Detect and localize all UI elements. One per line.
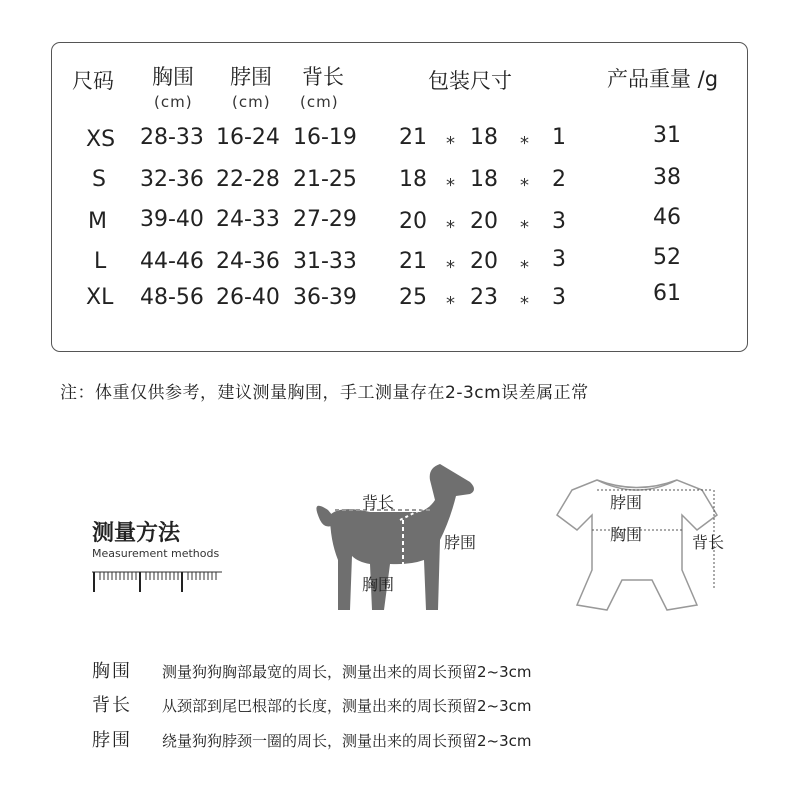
row-pkg-length: 21 xyxy=(399,249,427,274)
row-pkg-length: 20 xyxy=(399,209,427,234)
row-back: 27-29 xyxy=(293,207,357,232)
multiply-symbol: * xyxy=(446,293,455,314)
desc-text-chest: 测量狗狗胸部最宽的周长，测量出来的周长预留2~3cm xyxy=(162,663,532,681)
row-pkg-width: 20 xyxy=(470,249,498,274)
desc-term-back: 背长 xyxy=(92,695,132,716)
desc-term-chest: 胸围 xyxy=(92,661,132,682)
header-chest: 胸围 xyxy=(152,65,194,89)
multiply-symbol: * xyxy=(446,217,455,238)
dog-neck-label: 脖围 xyxy=(444,533,477,552)
header-neck: 脖围 xyxy=(230,65,272,89)
row-pkg-length: 25 xyxy=(399,285,427,310)
row-back: 21-25 xyxy=(293,167,357,192)
shirt-neck-label: 脖围 xyxy=(610,493,643,512)
row-pkg-length: 21 xyxy=(399,125,427,150)
row-pkg-width: 18 xyxy=(470,167,498,192)
multiply-symbol: * xyxy=(520,217,529,238)
multiply-symbol: * xyxy=(446,133,455,154)
unit-neck: (cm) xyxy=(232,93,271,111)
measurement-note: 注：体重仅供参考，建议测量胸围，手工测量存在2-3cm误差属正常 xyxy=(60,383,589,403)
header-package: 包装尺寸 xyxy=(428,69,512,93)
row-size: XS xyxy=(86,127,116,152)
row-weight: 46 xyxy=(653,205,681,230)
row-size: S xyxy=(92,167,106,192)
size-table xyxy=(51,42,748,352)
method-subtitle: Measurement methods xyxy=(92,547,220,560)
row-chest: 32-36 xyxy=(140,167,204,192)
desc-term-neck: 脖围 xyxy=(92,730,132,751)
header-weight: 产品重量 /g xyxy=(607,67,719,91)
multiply-symbol: * xyxy=(446,175,455,196)
row-pkg-length: 18 xyxy=(399,167,427,192)
row-pkg-height: 1 xyxy=(552,125,566,150)
row-size: XL xyxy=(86,285,114,310)
shirt-back-label: 背长 xyxy=(692,533,725,552)
multiply-symbol: * xyxy=(520,293,529,314)
row-back: 16-19 xyxy=(293,125,357,150)
multiply-symbol: * xyxy=(520,257,529,278)
row-neck: 16-24 xyxy=(216,125,280,150)
row-chest: 48-56 xyxy=(140,285,204,310)
desc-text-back: 从颈部到尾巴根部的长度，测量出来的周长预留2~3cm xyxy=(162,697,532,715)
row-weight: 38 xyxy=(653,165,681,190)
row-weight: 61 xyxy=(653,281,681,306)
row-neck: 26-40 xyxy=(216,285,280,310)
dog-chest-label: 胸围 xyxy=(362,575,395,594)
ruler-icon xyxy=(92,568,222,594)
row-back: 36-39 xyxy=(293,285,357,310)
row-pkg-height: 3 xyxy=(552,209,566,234)
method-title: 测量方法 xyxy=(92,521,181,546)
shirt-chest-label: 胸围 xyxy=(610,525,643,544)
row-pkg-width: 23 xyxy=(470,285,498,310)
unit-chest: (cm) xyxy=(154,93,193,111)
row-pkg-height: 3 xyxy=(552,285,566,310)
row-size: L xyxy=(94,249,107,274)
row-back: 31-33 xyxy=(293,249,357,274)
row-neck: 22-28 xyxy=(216,167,280,192)
multiply-symbol: * xyxy=(446,257,455,278)
row-pkg-width: 20 xyxy=(470,209,498,234)
header-size: 尺码 xyxy=(72,69,114,93)
row-size: M xyxy=(88,209,107,234)
row-weight: 31 xyxy=(653,123,681,148)
dog-back-label: 背长 xyxy=(362,493,395,512)
row-chest: 28-33 xyxy=(140,125,204,150)
multiply-symbol: * xyxy=(520,133,529,154)
row-chest: 39-40 xyxy=(140,207,204,232)
unit-back: (cm) xyxy=(300,93,339,111)
header-back: 背长 xyxy=(302,65,344,89)
row-pkg-height: 2 xyxy=(552,167,566,192)
row-neck: 24-33 xyxy=(216,207,280,232)
row-pkg-height: 3 xyxy=(552,247,566,272)
desc-text-neck: 绕量狗狗脖颈一圈的周长，测量出来的周长预留2~3cm xyxy=(162,732,532,750)
multiply-symbol: * xyxy=(520,175,529,196)
row-weight: 52 xyxy=(653,245,681,270)
row-neck: 24-36 xyxy=(216,249,280,274)
row-chest: 44-46 xyxy=(140,249,204,274)
row-pkg-width: 18 xyxy=(470,125,498,150)
